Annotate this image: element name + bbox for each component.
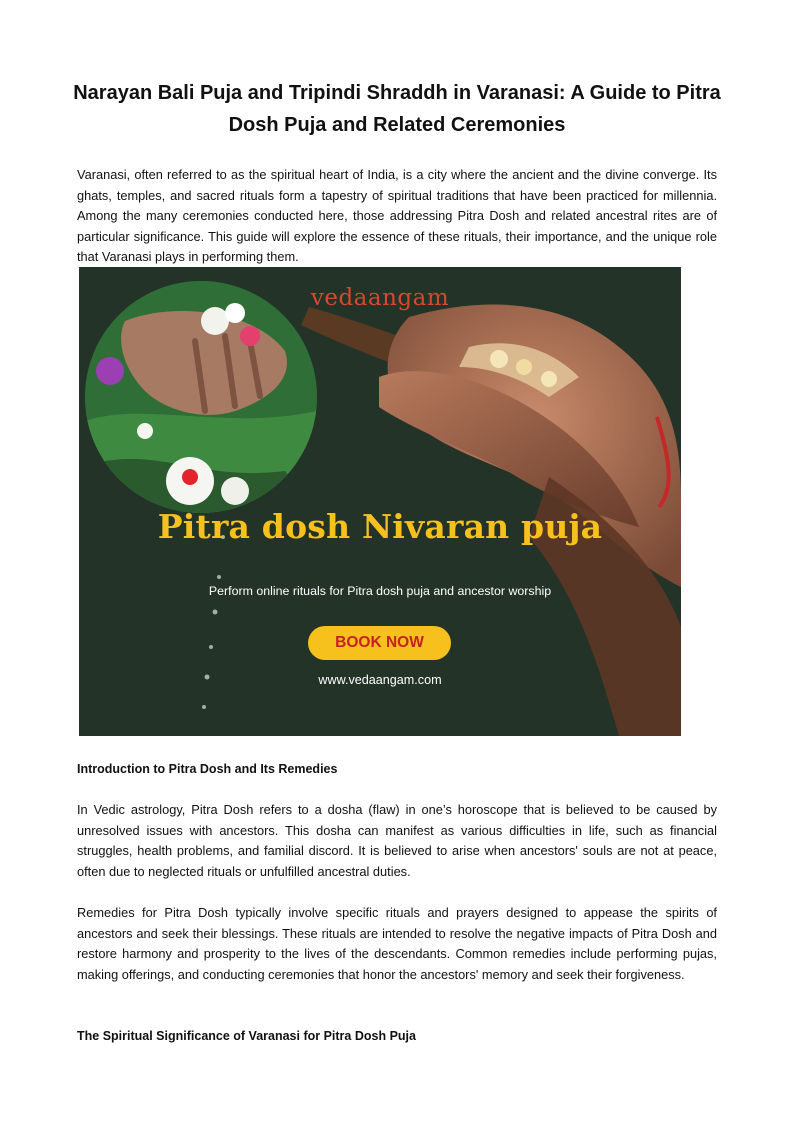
brand-logo: vedaangam: [310, 285, 450, 311]
section-heading-introduction: Introduction to Pitra Dosh and Its Remedies: [77, 762, 338, 776]
paragraph-pitra-dosh-definition: In Vedic astrology, Pitra Dosh refers to a dosha (flaw) in one’s horoscope that is believed to be caused by unresolved issues with ancestors. This dosha can manifest as various difficulties in life, such as financial struggles, health problems, and familial discord. It is believed to arise when ancestors' souls are not at peace, often due to neglected rituals or unfulfilled ancestral duties.: [77, 802, 717, 879]
banner-url[interactable]: www.vedaangam.com: [318, 673, 442, 687]
intro-paragraph: Varanasi, often referred to as the spiritual heart of India, is a city where the ancient and the divine converge. Its ghats, temples, and sacred rituals form a tapestry of spiritual traditions that have been practiced for millennia. Among the many ceremonies conducted here, those addressing Pitra Dosh and related ancestral rites are of particular significance. This guide will explore the essence of these rituals, their importance, and the unique role that Varanasi plays in performing them.: [77, 167, 717, 265]
section-heading-varanasi-significance: The Spiritual Significance of Varanasi for Pitra Dosh Puja: [77, 1029, 416, 1043]
paragraph-pitra-dosh-remedies: Remedies for Pitra Dosh typically involve specific rituals and prayers designed to appease the spirits of ancestors and seek their blessings. These rituals are intended to resolve the negative impacts of Pitra Dosh and restore harmony and prosperity to the lives of the descendants. Common remedies include performing pujas, making offerings, and conducting ceremonies that honor the ancestors' memory and seek their forgiveness.: [77, 905, 717, 982]
banner-subtitle: Perform online rituals for Pitra dosh puja and ancestor worship: [208, 584, 552, 598]
ritual-photo: [85, 281, 317, 513]
banner-headline: Pitra dosh Nivaran puja: [157, 507, 603, 546]
promo-banner[interactable]: [79, 267, 681, 736]
page-title: Narayan Bali Puja and Tripindi Shraddh in Varanasi: A Guide to Pitra Dosh Puja and Related Ceremonies: [73, 82, 721, 136]
book-now-button[interactable]: BOOK NOW: [308, 626, 451, 660]
